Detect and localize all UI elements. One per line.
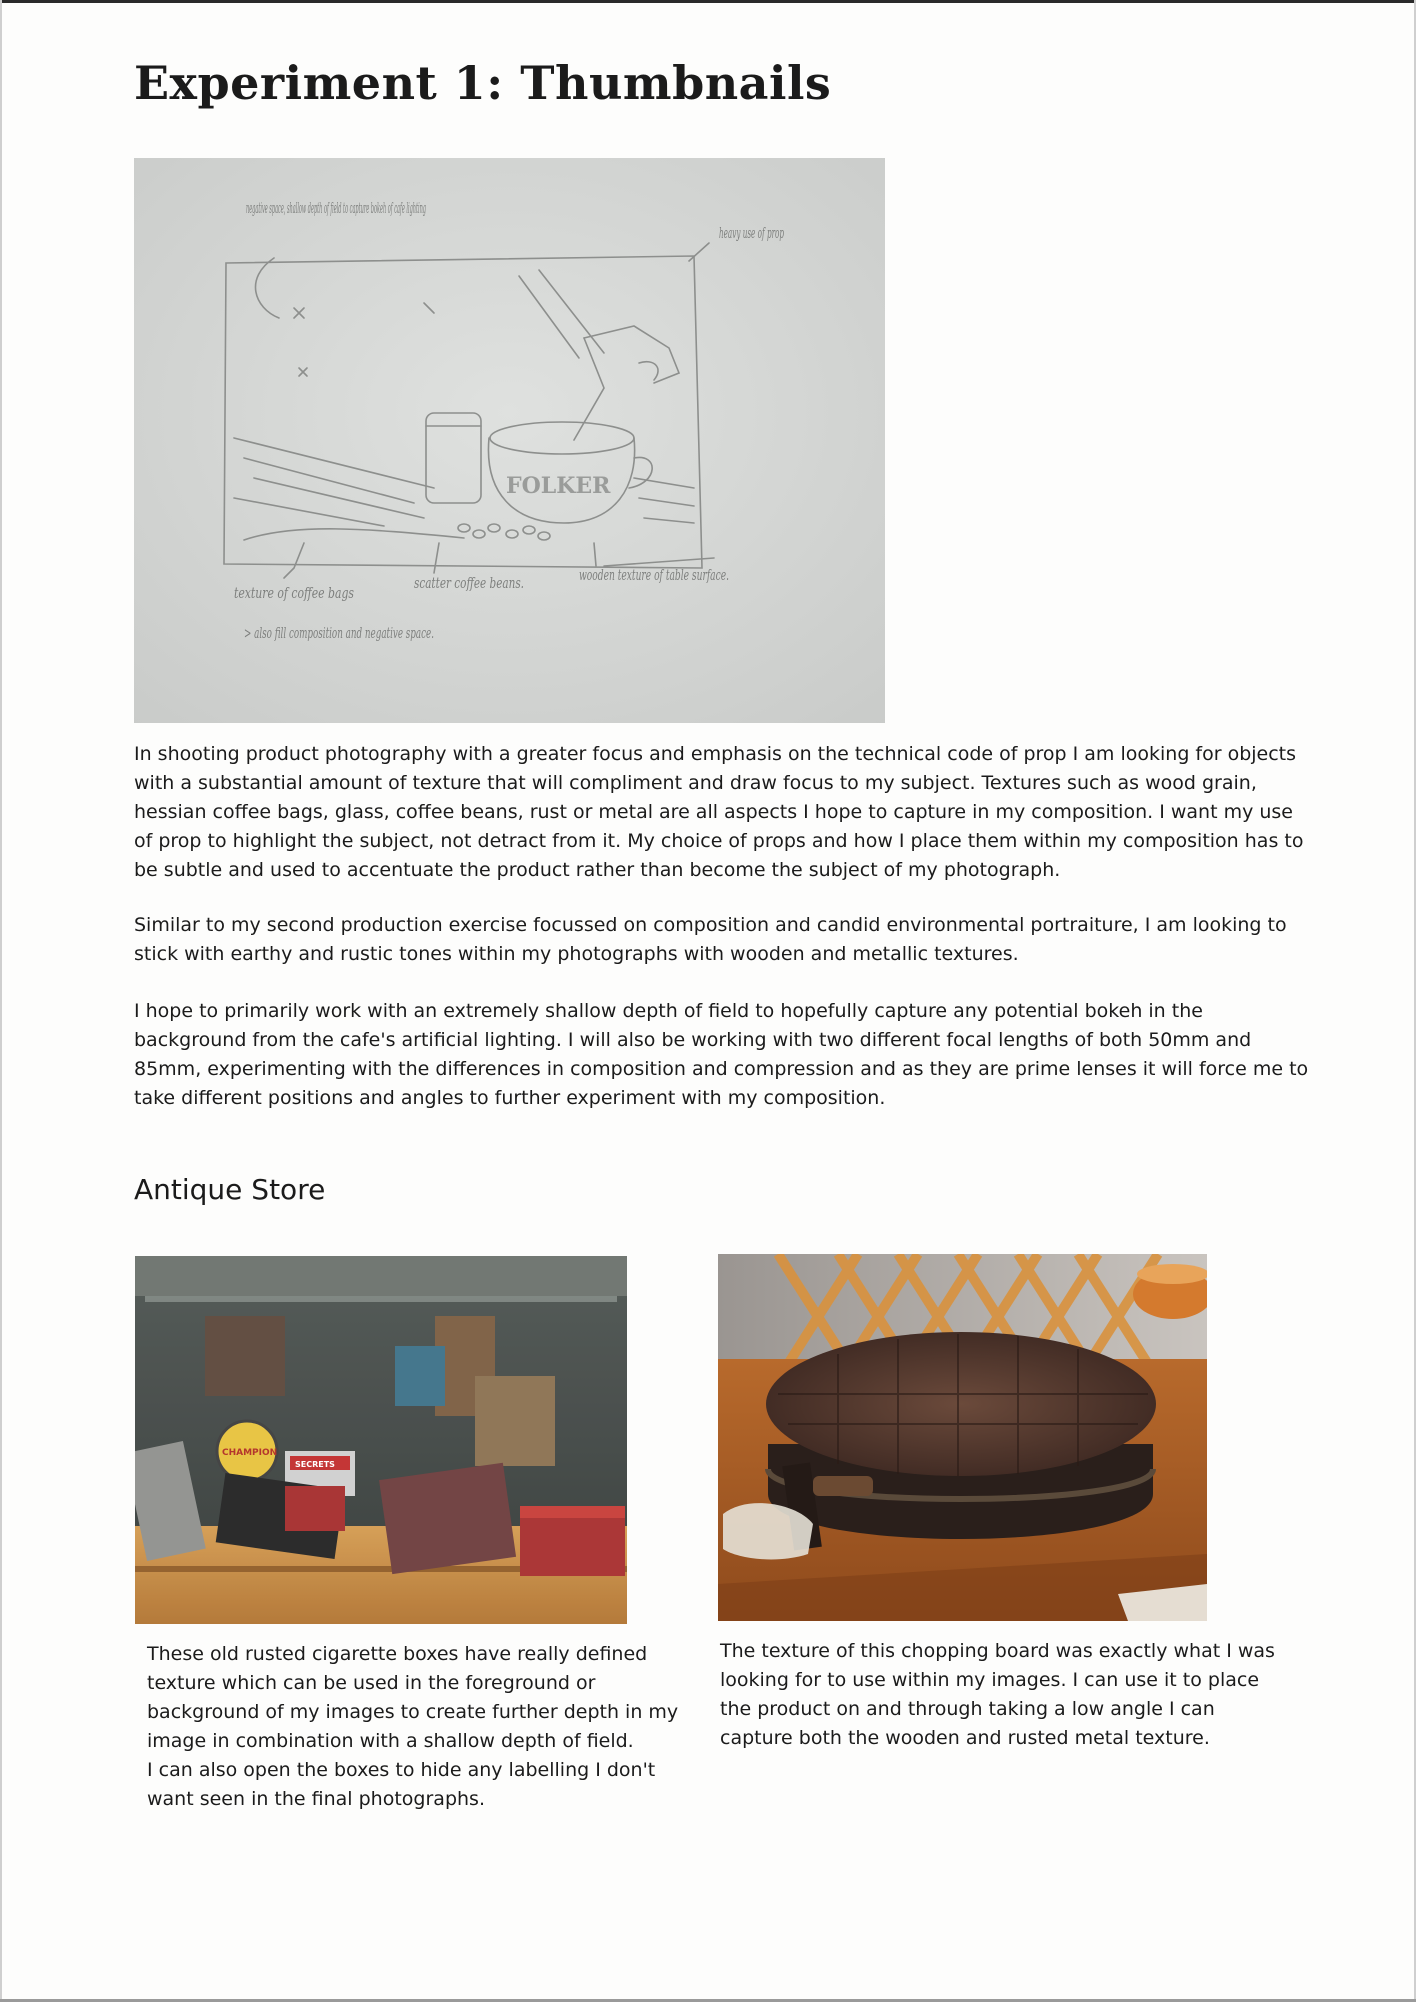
tins-caption [147,1640,687,1814]
tins-caption-line2: I can also open the boxes to hide any labelling I don't want seen in the final photographs. [147,1759,656,1810]
tin-label-champion: CHAMPION [222,1448,278,1458]
tones-paragraph: Similar to my second production exercise focussed on composition and candid environmental portraiture, I am looking to stick with earthy and rustic tones within my photographs with wooden and metallic textures. [134,914,1287,965]
chopping-board-photo [718,1254,1207,1621]
sketch-note-wooden: wooden texture of table surface. [579,566,729,584]
board-caption: The texture of this chopping board was exactly what I was looking for to use within my images. I can use it to place the product on and through taking a low angle I can capture both the wooden and rusted metal texture. [720,1640,1275,1749]
sketch-note-texture-bags: texture of coffee bags [234,584,355,602]
intro-paragraph: In shooting product photography with a greater focus and emphasis on the technical code of prop I am looking for objects with a substantial amount of texture that will compliment and draw focus to my subject. Textures such as wood grain, hessian coffee bags, glass, coffee beans, rust or metal are all aspects I hope to capture in my composition. I want my use of prop to highlight the subject, not detract from it. My choice of props and how I place them within my composition has to be subtle and used to accentuate the product rather than become the subject of my photograph. [134,743,1304,881]
sketch-label-folker: FOLKER [506,473,611,499]
section-heading: Antique Store [134,1173,326,1206]
depth-of-field-paragraph: I hope to primarily work with an extremely shallow depth of field to hopefully capture any potential bokeh in the background from the cafe's artificial lighting. I will also be working with two different focal lengths of both 50mm and 85mm, experimenting with the differences in composition and compression and as they are prime lenses it will force me to take different positions and angles to further experiment with my composition. [134,1000,1309,1109]
sketch-note-negative-space: negative space, shallow depth of field to capture bokeh of cafe lighting [246,199,426,217]
sketch-note-also-fill: > also fill composition and negative space. [244,624,434,642]
page-title: Experiment 1: Thumbnails [134,56,832,110]
scan-edge-top [0,0,1416,3]
tins-caption-line1: These old rusted cigarette boxes have really defined texture which can be used in the foreground or background of my images to create further depth in my image in combination with a shallow depth of field. [147,1643,679,1752]
sketch-note-heavy-use: heavy use of prop [719,224,785,242]
sketch-note-scatter: scatter coffee beans. [414,574,524,592]
cigarette-tins-photo [135,1256,627,1624]
tin-label-secrets: SECRETS [295,1460,335,1469]
scan-edge-left [0,0,2,2002]
thumbnail-sketch-image [134,158,885,723]
